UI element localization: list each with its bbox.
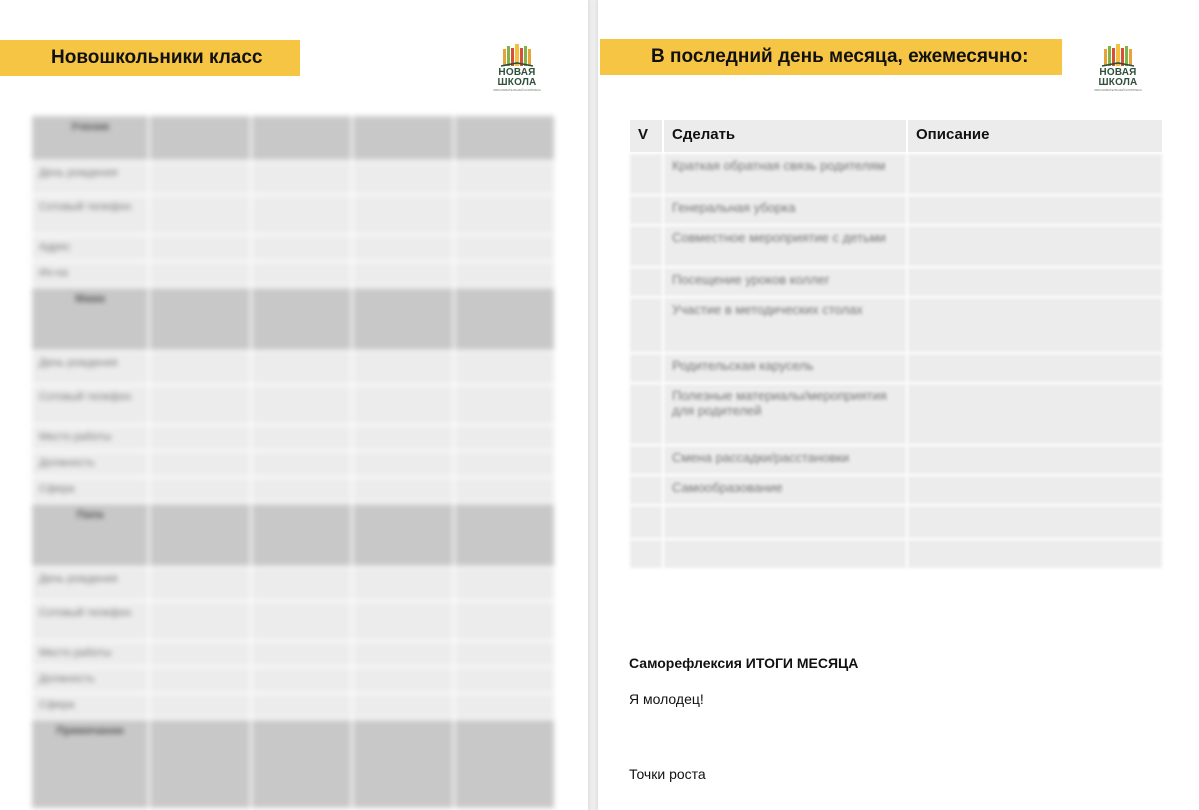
class-title: Новошкольники класс	[51, 47, 263, 68]
checklist-row	[629, 267, 1163, 297]
table-cell[interactable]	[149, 451, 251, 477]
monthly-title-banner	[600, 39, 1062, 75]
table-row	[31, 425, 555, 451]
table-row	[31, 693, 555, 719]
reflection-line-growth: Точки роста	[629, 766, 706, 782]
checkbox-cell[interactable]	[629, 383, 663, 445]
field-label: Сотовый телефон	[31, 601, 149, 641]
table-cell[interactable]	[149, 287, 251, 351]
field-label: Сотовый телефон	[31, 195, 149, 235]
table-cell[interactable]	[454, 161, 556, 195]
table-row	[31, 641, 555, 667]
table-cell[interactable]	[149, 161, 251, 195]
table-cell[interactable]	[352, 667, 454, 693]
logo-word-2: ШКОЛА	[497, 77, 537, 88]
table-cell[interactable]	[454, 451, 556, 477]
task-cell: Краткая обратная связь родителям	[663, 153, 907, 195]
monthly-title: В последний день месяца, ежемесячно:	[651, 46, 1029, 67]
table-cell[interactable]	[352, 601, 454, 641]
table-section-row	[31, 503, 555, 567]
description-cell[interactable]	[907, 383, 1163, 445]
task-cell: Родительская карусель	[663, 353, 907, 383]
table-cell[interactable]	[251, 195, 353, 235]
checkbox-cell[interactable]	[629, 505, 663, 539]
table-cell[interactable]	[251, 261, 353, 287]
table-cell[interactable]	[251, 719, 353, 809]
task-cell: Совместное мероприятие с детьми	[663, 225, 907, 267]
table-cell[interactable]	[454, 235, 556, 261]
field-label: День рождения	[31, 351, 149, 385]
checkbox-cell[interactable]	[629, 539, 663, 569]
table-cell[interactable]	[251, 641, 353, 667]
table-cell[interactable]	[352, 641, 454, 667]
table-cell[interactable]	[454, 287, 556, 351]
table-cell[interactable]	[149, 235, 251, 261]
logo-subtitle: ОБРАЗОВАТЕЛЬНЫЙ КОМПЛЕКС	[1094, 88, 1142, 92]
column-header-check: V	[629, 119, 663, 153]
table-cell[interactable]	[352, 425, 454, 451]
description-cell[interactable]	[907, 505, 1163, 539]
left-page	[0, 0, 588, 810]
table-cell[interactable]	[251, 667, 353, 693]
right-page	[598, 0, 1199, 810]
table-cell[interactable]	[454, 667, 556, 693]
field-label: День рождения	[31, 161, 149, 195]
task-cell: Участие в методических столах	[663, 297, 907, 353]
checkbox-cell[interactable]	[629, 195, 663, 225]
section-label: Мама	[31, 287, 149, 351]
table-section-row	[31, 115, 555, 161]
checkbox-cell[interactable]	[629, 445, 663, 475]
checkbox-cell[interactable]	[629, 267, 663, 297]
table-cell[interactable]	[352, 351, 454, 385]
field-label: Адрес	[31, 235, 149, 261]
table-cell[interactable]	[251, 503, 353, 567]
table-cell[interactable]	[149, 719, 251, 809]
table-row	[31, 667, 555, 693]
table-cell[interactable]	[352, 287, 454, 351]
table-cell[interactable]	[251, 161, 353, 195]
table-cell[interactable]	[149, 425, 251, 451]
table-cell[interactable]	[352, 195, 454, 235]
logo-word-2: ШКОЛА	[1098, 77, 1138, 88]
checkbox-cell[interactable]	[629, 153, 663, 195]
table-cell[interactable]	[352, 477, 454, 503]
table-cell[interactable]	[251, 235, 353, 261]
checklist-row	[629, 297, 1163, 353]
logo-subtitle: ОБРАЗОВАТЕЛЬНЫЙ КОМПЛЕКС	[493, 88, 541, 92]
table-cell[interactable]	[352, 235, 454, 261]
table-cell[interactable]	[251, 115, 353, 161]
class-title-banner	[0, 40, 300, 76]
table-cell[interactable]	[149, 195, 251, 235]
school-logo	[1092, 42, 1144, 92]
table-row	[31, 235, 555, 261]
field-label: Сфера	[31, 693, 149, 719]
checklist-row	[629, 505, 1163, 539]
table-cell[interactable]	[149, 601, 251, 641]
table-cell[interactable]	[454, 601, 556, 641]
description-cell[interactable]	[907, 225, 1163, 267]
checkbox-cell[interactable]	[629, 225, 663, 267]
table-cell[interactable]	[251, 385, 353, 425]
column-header-description: Описание	[907, 119, 1163, 153]
field-label: Должность	[31, 667, 149, 693]
monthly-checklist-table	[628, 118, 1164, 570]
table-cell[interactable]	[454, 351, 556, 385]
table-cell[interactable]	[454, 567, 556, 601]
checklist-row	[629, 445, 1163, 475]
table-cell[interactable]	[251, 287, 353, 351]
task-cell: Посещение уроков коллег	[663, 267, 907, 297]
task-cell: Полезные материалы/мероприятия для родителей	[663, 383, 907, 445]
checklist-row	[629, 475, 1163, 505]
logo-word-1: НОВАЯ	[1099, 67, 1137, 78]
field-label: Должность	[31, 451, 149, 477]
section-label: Ученик	[31, 115, 149, 161]
school-logo	[491, 42, 543, 92]
table-cell[interactable]	[251, 477, 353, 503]
checkbox-cell[interactable]	[629, 353, 663, 383]
section-label: Примечание	[31, 719, 149, 809]
reflection-line-proud: Я молодец!	[629, 691, 704, 707]
description-cell[interactable]	[907, 297, 1163, 353]
field-label: Ин-ка	[31, 261, 149, 287]
table-cell[interactable]	[251, 451, 353, 477]
book-logo-icon	[1101, 42, 1135, 68]
table-cell[interactable]	[352, 161, 454, 195]
table-cell[interactable]	[352, 115, 454, 161]
table-cell[interactable]	[352, 261, 454, 287]
field-label: Место работы	[31, 425, 149, 451]
table-cell[interactable]	[352, 451, 454, 477]
table-cell[interactable]	[149, 261, 251, 287]
table-cell[interactable]	[454, 693, 556, 719]
table-cell[interactable]	[251, 567, 353, 601]
description-cell[interactable]	[907, 153, 1163, 195]
table-section-row	[31, 719, 555, 809]
task-cell: Смена рассадки/расстановки	[663, 445, 907, 475]
section-label: Папа	[31, 503, 149, 567]
table-cell[interactable]	[352, 719, 454, 809]
checklist-row	[629, 195, 1163, 225]
checkbox-cell[interactable]	[629, 297, 663, 353]
table-cell[interactable]	[149, 503, 251, 567]
column-header-task: Сделать	[663, 119, 907, 153]
task-cell: Самообразование	[663, 475, 907, 505]
description-cell[interactable]	[907, 445, 1163, 475]
table-cell[interactable]	[149, 567, 251, 601]
checklist-header-row	[629, 119, 1163, 153]
checklist-row	[629, 539, 1163, 569]
checklist-row	[629, 383, 1163, 445]
checklist-row	[629, 225, 1163, 267]
table-cell[interactable]	[454, 503, 556, 567]
table-row	[31, 385, 555, 425]
student-info-table	[30, 114, 556, 810]
table-row	[31, 601, 555, 641]
checklist-row	[629, 153, 1163, 195]
field-label: День рождения	[31, 567, 149, 601]
task-cell	[663, 505, 907, 539]
table-row	[31, 261, 555, 287]
table-cell[interactable]	[352, 567, 454, 601]
table-cell[interactable]	[454, 195, 556, 235]
reflection-title: Саморефлексия ИТОГИ МЕСЯЦА	[629, 655, 859, 671]
table-cell[interactable]	[454, 261, 556, 287]
logo-word-1: НОВАЯ	[498, 67, 536, 78]
table-cell[interactable]	[352, 503, 454, 567]
table-cell[interactable]	[454, 641, 556, 667]
table-cell[interactable]	[149, 385, 251, 425]
task-cell: Генеральная уборка	[663, 195, 907, 225]
description-cell[interactable]	[907, 475, 1163, 505]
description-cell[interactable]	[907, 267, 1163, 297]
checkbox-cell[interactable]	[629, 475, 663, 505]
description-cell[interactable]	[907, 353, 1163, 383]
table-row	[31, 477, 555, 503]
description-cell[interactable]	[907, 195, 1163, 225]
table-cell[interactable]	[251, 425, 353, 451]
table-cell[interactable]	[454, 477, 556, 503]
table-cell[interactable]	[251, 693, 353, 719]
table-cell[interactable]	[352, 693, 454, 719]
table-cell[interactable]	[149, 693, 251, 719]
task-cell	[663, 539, 907, 569]
table-cell[interactable]	[149, 351, 251, 385]
table-cell[interactable]	[251, 601, 353, 641]
table-cell[interactable]	[454, 719, 556, 809]
description-cell[interactable]	[907, 539, 1163, 569]
table-cell[interactable]	[454, 425, 556, 451]
table-cell[interactable]	[352, 385, 454, 425]
table-cell[interactable]	[149, 115, 251, 161]
checklist-row	[629, 353, 1163, 383]
book-logo-icon	[500, 42, 534, 68]
field-label: Сотовый телефон	[31, 385, 149, 425]
table-row	[31, 351, 555, 385]
table-row	[31, 567, 555, 601]
table-cell[interactable]	[454, 385, 556, 425]
table-row	[31, 451, 555, 477]
field-label: Место работы	[31, 641, 149, 667]
table-cell[interactable]	[149, 477, 251, 503]
table-row	[31, 195, 555, 235]
table-section-row	[31, 287, 555, 351]
table-cell[interactable]	[251, 351, 353, 385]
field-label: Сфера	[31, 477, 149, 503]
table-cell[interactable]	[149, 641, 251, 667]
table-cell[interactable]	[454, 115, 556, 161]
table-cell[interactable]	[149, 667, 251, 693]
table-row	[31, 161, 555, 195]
